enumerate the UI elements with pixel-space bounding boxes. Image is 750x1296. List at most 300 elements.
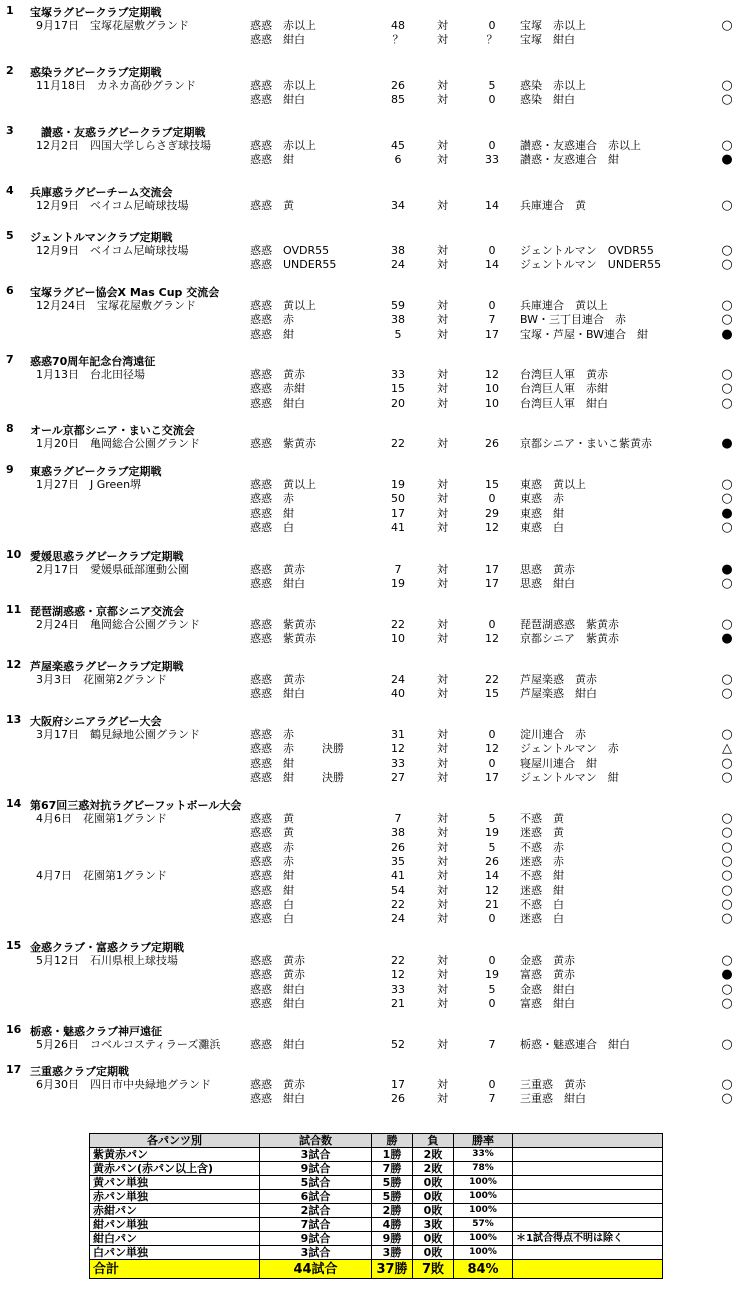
own-score: 24 [391, 673, 405, 686]
opponent-team: BW・三丁目連合 赤 [520, 313, 627, 327]
versus-label: 対 [437, 313, 448, 327]
summary-table [89, 1133, 663, 1279]
opponent-score: 12 [485, 520, 499, 534]
versus-label: 対 [437, 327, 448, 341]
opponent-team: 台湾巨人軍 赤紺 [520, 382, 608, 396]
event-number: 16 [6, 1023, 22, 1036]
match-row [0, 618, 750, 632]
own-team: 惑惑 黄 [250, 826, 294, 840]
opponent-team: ジェントルマン 赤 [520, 742, 619, 756]
own-score: 41 [391, 520, 405, 534]
match-date-venue: 2月24日 亀岡総合公園グランド [36, 618, 200, 631]
event-number: 2 [6, 64, 14, 77]
win-rate: 100% [454, 1232, 513, 1246]
event-title: 栃惑・魅惑クラブ神戸遠征 [30, 1025, 162, 1038]
versus-label: 対 [437, 33, 448, 47]
result-mark: ○ [721, 953, 733, 968]
games-count: 44試合 [260, 1260, 372, 1279]
event-number: 12 [6, 658, 22, 671]
losses-count: 0敗 [413, 1190, 454, 1204]
versus-label: 対 [437, 506, 448, 520]
own-team: 惑惑 紺 [250, 883, 294, 897]
own-team: 惑惑 赤 [250, 728, 294, 741]
versus-label: 対 [437, 492, 448, 506]
result-mark: ○ [721, 896, 733, 912]
versus-label: 対 [437, 478, 448, 491]
event-title: 金惑クラブ・富惑クラブ定期戦 [30, 941, 184, 954]
result-mark: ○ [721, 853, 733, 869]
versus-label: 対 [437, 258, 448, 272]
own-score: 34 [391, 199, 405, 212]
pants-category: 黄赤パン(赤パン以上含) [90, 1162, 260, 1176]
own-team: 惑惑 赤以上 [250, 139, 316, 152]
opponent-team: 宝塚・芦屋・BW連合 紺 [520, 327, 649, 341]
versus-label: 対 [437, 673, 448, 686]
match-row [0, 79, 750, 93]
match-row [0, 954, 750, 968]
match-row [0, 577, 750, 591]
row-note [513, 1162, 663, 1176]
own-team: 惑惑 赤 [250, 742, 294, 756]
opponent-score: 0 [488, 756, 496, 770]
event-number: 13 [6, 713, 22, 726]
own-score: 50 [391, 492, 405, 506]
own-team: 惑惑 紺白 [250, 33, 305, 47]
losses-count: 2敗 [413, 1148, 454, 1162]
match-date-venue: 12月9日 ベイコム尼崎球技場 [36, 199, 189, 212]
match-row [0, 328, 750, 342]
opponent-score: 22 [485, 673, 499, 686]
summary-row [90, 1162, 663, 1176]
opponent-score: 5 [488, 79, 496, 92]
opponent-score: 0 [488, 912, 496, 926]
own-team: 惑惑 紺 [250, 756, 294, 770]
opponent-team: 台湾巨人軍 黄赤 [520, 368, 608, 381]
own-score: 22 [391, 954, 405, 967]
own-score: 33 [391, 368, 405, 381]
versus-label: 対 [437, 840, 448, 854]
own-team: 惑惑 黄赤 [250, 368, 305, 381]
row-note: ＊1試合得点不明は除く [513, 1232, 663, 1246]
versus-label: 対 [437, 396, 448, 410]
opponent-team: 台湾巨人軍 紺白 [520, 396, 608, 410]
own-team: 惑惑 紫黄赤 [250, 632, 316, 646]
own-team: 惑惑 白 [250, 897, 294, 911]
opponent-score: 21 [485, 897, 499, 911]
own-team: 惑惑 紺 [250, 770, 294, 784]
losses-count: 0敗 [413, 1176, 454, 1190]
event-title: 芦屋楽惑ラグビークラブ定期戦 [30, 660, 184, 673]
result-mark: ○ [721, 617, 733, 632]
match-row [0, 563, 750, 577]
own-team: 惑惑 白 [250, 912, 294, 926]
own-score: 12 [391, 742, 405, 756]
match-row [0, 33, 750, 47]
opponent-score: 14 [485, 258, 499, 272]
event-number: 4 [6, 184, 14, 197]
event-number: 5 [6, 229, 14, 242]
versus-label: 対 [437, 93, 448, 107]
opponent-team: 東惑 赤 [520, 492, 564, 506]
match-row [0, 826, 750, 840]
result-mark: ○ [721, 312, 733, 328]
opponent-score: 17 [485, 577, 499, 591]
own-score: 7 [394, 812, 402, 825]
own-score: 7 [394, 563, 402, 576]
opponent-team: 三重惑 紺白 [520, 1092, 586, 1106]
pants-category: 白パン単独 [90, 1246, 260, 1260]
own-team: 惑惑 赤 [250, 492, 294, 506]
match-row [0, 728, 750, 742]
opponent-score: 10 [485, 382, 499, 396]
match-row [0, 968, 750, 982]
own-score: ？ [392, 33, 404, 47]
pants-category: 紫黄赤パン [90, 1148, 260, 1162]
result-mark: ○ [721, 257, 733, 273]
own-score: 33 [391, 756, 405, 770]
result-mark: ○ [721, 995, 733, 1011]
own-score: 26 [391, 1092, 405, 1106]
own-score: 10 [391, 632, 405, 646]
own-team: 惑惑 紺白 [250, 1038, 305, 1051]
opponent-score: 0 [488, 19, 496, 32]
own-team: 惑惑 紺白 [250, 687, 305, 701]
versus-label: 対 [437, 826, 448, 840]
match-date-venue: 2月17日 愛媛県砥部運動公園 [36, 563, 189, 576]
header-win-rate: 勝率 [454, 1134, 513, 1148]
own-score: 38 [391, 244, 405, 257]
event-title: 宝塚ラグビー協会X Mas Cup 交流会 [30, 286, 220, 299]
result-mark: ○ [721, 78, 733, 93]
own-team: 惑惑 黄赤 [250, 968, 305, 982]
own-score: 20 [391, 396, 405, 410]
header-losses: 負 [413, 1134, 454, 1148]
match-date-venue: 1月27日 J Green堺 [36, 478, 142, 491]
result-mark: ○ [721, 811, 733, 826]
opponent-team: 迷惑 赤 [520, 854, 564, 868]
versus-label: 対 [437, 139, 448, 152]
games-count: 3試合 [260, 1246, 372, 1260]
own-team: 惑惑 紫黄赤 [250, 437, 316, 450]
win-rate: 100% [454, 1204, 513, 1218]
event-number: 8 [6, 422, 14, 435]
own-score: 38 [391, 313, 405, 327]
match-row [0, 199, 750, 213]
match-row [0, 898, 750, 912]
pants-category: 赤紺パン [90, 1204, 260, 1218]
losses-count: 0敗 [413, 1232, 454, 1246]
own-score: 12 [391, 968, 405, 982]
own-team: 惑惑 紺白 [250, 577, 305, 591]
games-count: 6試合 [260, 1190, 372, 1204]
row-note [513, 1260, 663, 1279]
opponent-team: 東惑 黄以上 [520, 478, 586, 491]
versus-label: 対 [437, 770, 448, 784]
result-mark: ○ [721, 839, 733, 855]
event-title: 愛媛思惑ラグビークラブ定期戦 [30, 550, 184, 563]
match-note: 決勝 [322, 742, 344, 756]
match-row [0, 742, 750, 756]
versus-label: 対 [437, 19, 448, 32]
match-row [0, 869, 750, 883]
match-row [0, 687, 750, 701]
opponent-team: 不惑 紺 [520, 869, 564, 883]
wins-count: 4勝 [372, 1218, 413, 1232]
match-date-venue: 5月12日 石川県根上球技場 [36, 954, 178, 967]
own-team: 惑惑 黄赤 [250, 1078, 305, 1091]
result-mark: ● [721, 152, 733, 168]
opponent-score: 7 [488, 1038, 496, 1051]
own-score: 15 [391, 382, 405, 396]
pants-category: 紺パン単独 [90, 1218, 260, 1232]
opponent-score: ？ [486, 33, 498, 47]
own-team: 惑惑 白 [250, 520, 294, 534]
opponent-team: 兵庫連合 黄以上 [520, 299, 608, 312]
opponent-team: 宝塚 赤以上 [520, 19, 586, 32]
result-mark: ○ [721, 981, 733, 997]
opponent-score: 12 [485, 883, 499, 897]
match-date-venue: 12月2日 四国大学しらさぎ球技場 [36, 139, 211, 152]
opponent-team: 三重惑 黄赤 [520, 1078, 586, 1091]
opponent-team: 富惑 黄赤 [520, 968, 575, 982]
result-mark: ○ [721, 367, 733, 382]
event-number: 15 [6, 939, 22, 952]
opponent-team: 迷惑 黄 [520, 826, 564, 840]
games-count: 9試合 [260, 1232, 372, 1246]
match-date-venue: 4月6日 花園第1グランド [36, 812, 167, 825]
losses-count: 0敗 [413, 1204, 454, 1218]
match-row [0, 153, 750, 167]
opponent-score: 7 [488, 1092, 496, 1106]
own-score: 19 [391, 577, 405, 591]
own-score: 85 [391, 93, 405, 107]
match-row [0, 841, 750, 855]
wins-count: 3勝 [372, 1246, 413, 1260]
own-score: 17 [391, 1078, 405, 1091]
own-score: 41 [391, 869, 405, 883]
match-row [0, 1092, 750, 1106]
result-mark: ○ [721, 198, 733, 213]
row-note [513, 1204, 663, 1218]
own-team: 惑惑 赤以上 [250, 79, 316, 92]
own-team: 惑惑 紺白 [250, 996, 305, 1010]
opponent-score: 0 [488, 618, 496, 631]
opponent-score: 17 [485, 327, 499, 341]
own-team: 惑惑 紫黄赤 [250, 618, 316, 631]
own-team: 惑惑 赤 [250, 854, 294, 868]
result-mark: ○ [721, 868, 733, 884]
match-row [0, 757, 750, 771]
summary-row [90, 1204, 663, 1218]
win-rate: 100% [454, 1246, 513, 1260]
opponent-score: 26 [485, 437, 499, 450]
match-date-venue: 3月3日 花園第2グランド [36, 673, 167, 686]
versus-label: 対 [437, 368, 448, 381]
opponent-score: 7 [488, 313, 496, 327]
opponent-score: 0 [488, 93, 496, 107]
own-team: 惑惑 紺 [250, 153, 294, 167]
result-mark: ○ [721, 477, 733, 492]
match-row [0, 258, 750, 272]
match-row [0, 1078, 750, 1092]
own-score: 5 [394, 327, 402, 341]
opponent-team: 惑染 赤以上 [520, 79, 586, 92]
match-row [0, 884, 750, 898]
match-row [0, 19, 750, 33]
own-team: 惑惑 赤紺 [250, 382, 305, 396]
row-note [513, 1148, 663, 1162]
result-mark: ● [721, 562, 733, 577]
own-team: 惑惑 紺 [250, 869, 294, 883]
losses-count: 2敗 [413, 1162, 454, 1176]
own-score: 35 [391, 854, 405, 868]
opponent-team: ジェントルマン 紺 [520, 770, 619, 784]
wins-count: 5勝 [372, 1190, 413, 1204]
match-row [0, 492, 750, 506]
own-score: 22 [391, 437, 405, 450]
row-note [513, 1190, 663, 1204]
own-score: 52 [391, 1038, 405, 1051]
wins-count: 2勝 [372, 1204, 413, 1218]
header-wins: 勝 [372, 1134, 413, 1148]
opponent-score: 15 [485, 478, 499, 491]
versus-label: 対 [437, 728, 448, 741]
opponent-score: 33 [485, 153, 499, 167]
versus-label: 対 [437, 996, 448, 1010]
match-row [0, 93, 750, 107]
opponent-team: 宝塚 紺白 [520, 33, 575, 47]
opponent-team: 迷惑 紺 [520, 883, 564, 897]
pants-category: 合計 [90, 1260, 260, 1279]
opponent-team: 東惑 白 [520, 520, 564, 534]
own-team: 惑惑 紺白 [250, 396, 305, 410]
own-team: 惑惑 赤 [250, 840, 294, 854]
match-date-venue: 1月13日 台北田径場 [36, 368, 145, 381]
header-games: 試合数 [260, 1134, 372, 1148]
versus-label: 対 [437, 437, 448, 450]
own-team: 惑惑 紺白 [250, 1092, 305, 1106]
versus-label: 対 [437, 968, 448, 982]
win-rate: 57% [454, 1218, 513, 1232]
versus-label: 対 [437, 563, 448, 576]
versus-label: 対 [437, 883, 448, 897]
match-row [0, 437, 750, 451]
opponent-score: 14 [485, 869, 499, 883]
row-note [513, 1246, 663, 1260]
losses-count: 7敗 [413, 1260, 454, 1279]
opponent-team: 金惑 紺白 [520, 982, 575, 996]
result-mark: ○ [721, 298, 733, 313]
match-row [0, 912, 750, 926]
opponent-score: 5 [488, 812, 496, 825]
result-mark: ○ [721, 576, 733, 592]
match-date-venue: 6月30日 四日市中央緑地グランド [36, 1078, 211, 1091]
match-date-venue: 3月17日 鶴見緑地公園グランド [36, 728, 200, 741]
versus-label: 対 [437, 153, 448, 167]
opponent-team: 讃惑・友惑連合 赤以上 [520, 139, 641, 152]
opponent-team: 琵琶湖惑惑 紫黄赤 [520, 618, 619, 631]
event-number: 7 [6, 353, 14, 366]
event-title: 惑惑70周年記念台湾遠征 [30, 355, 156, 368]
opponent-score: 0 [488, 244, 496, 257]
own-team: 惑惑 紺白 [250, 93, 305, 107]
opponent-score: 5 [488, 982, 496, 996]
opponent-score: 19 [485, 826, 499, 840]
own-score: 22 [391, 618, 405, 631]
opponent-team: 京都シニア・まいこ紫黄赤 [520, 437, 652, 450]
versus-label: 対 [437, 869, 448, 883]
opponent-score: 14 [485, 199, 499, 212]
summary-row [90, 1190, 663, 1204]
wins-count: 9勝 [372, 1232, 413, 1246]
wins-count: 1勝 [372, 1148, 413, 1162]
match-date-venue: 12月9日 ベイコム尼崎球技場 [36, 244, 189, 257]
games-count: 5試合 [260, 1176, 372, 1190]
opponent-team: 富惑 紺白 [520, 996, 575, 1010]
versus-label: 対 [437, 982, 448, 996]
opponent-team: 淀川連合 赤 [520, 728, 586, 741]
opponent-team: ジェントルマン UNDER55 [520, 258, 662, 272]
opponent-team: 芦屋楽惑 黄赤 [520, 673, 597, 686]
event-title: オール京都シニア・まいこ交流会 [30, 424, 195, 437]
event-number: 6 [6, 284, 14, 297]
own-team: 惑惑 紺白 [250, 982, 305, 996]
match-row [0, 244, 750, 258]
pants-category: 赤パン単独 [90, 1190, 260, 1204]
own-score: 17 [391, 506, 405, 520]
result-mark: ● [721, 436, 733, 451]
own-team: 惑惑 赤 [250, 313, 294, 327]
match-row [0, 397, 750, 411]
header-notes [513, 1134, 663, 1148]
own-score: 27 [391, 770, 405, 784]
versus-label: 対 [437, 1078, 448, 1091]
summary-row [90, 1176, 663, 1190]
event-number: 3 [6, 124, 14, 137]
match-row [0, 139, 750, 153]
match-date-venue: 11月18日 カネカ高砂グランド [36, 79, 196, 92]
opponent-team: 思惑 紺白 [520, 577, 575, 591]
versus-label: 対 [437, 199, 448, 212]
wins-count: 37勝 [372, 1260, 413, 1279]
event-number: 17 [6, 1063, 22, 1076]
summary-header-row [90, 1134, 663, 1148]
opponent-team: 兵庫連合 黄 [520, 199, 586, 212]
opponent-team: 惑染 紺白 [520, 93, 575, 107]
event-number: 1 [6, 4, 14, 17]
own-score: 48 [391, 19, 405, 32]
versus-label: 対 [437, 854, 448, 868]
games-count: 7試合 [260, 1218, 372, 1232]
opponent-team: 不惑 黄 [520, 812, 564, 825]
result-mark: ○ [721, 672, 733, 687]
versus-label: 対 [437, 954, 448, 967]
versus-label: 対 [437, 1092, 448, 1106]
match-date-venue: 1月20日 亀岡総合公園グランド [36, 437, 200, 450]
versus-label: 対 [437, 812, 448, 825]
own-score: 24 [391, 912, 405, 926]
own-score: 21 [391, 996, 405, 1010]
event-number: 14 [6, 797, 22, 810]
own-team: 惑惑 黄 [250, 199, 294, 212]
own-score: 59 [391, 299, 405, 312]
result-mark: ○ [721, 243, 733, 258]
win-rate: 100% [454, 1176, 513, 1190]
match-row [0, 507, 750, 521]
own-score: 22 [391, 897, 405, 911]
result-mark: ○ [721, 381, 733, 397]
summary-total-row [90, 1260, 663, 1279]
